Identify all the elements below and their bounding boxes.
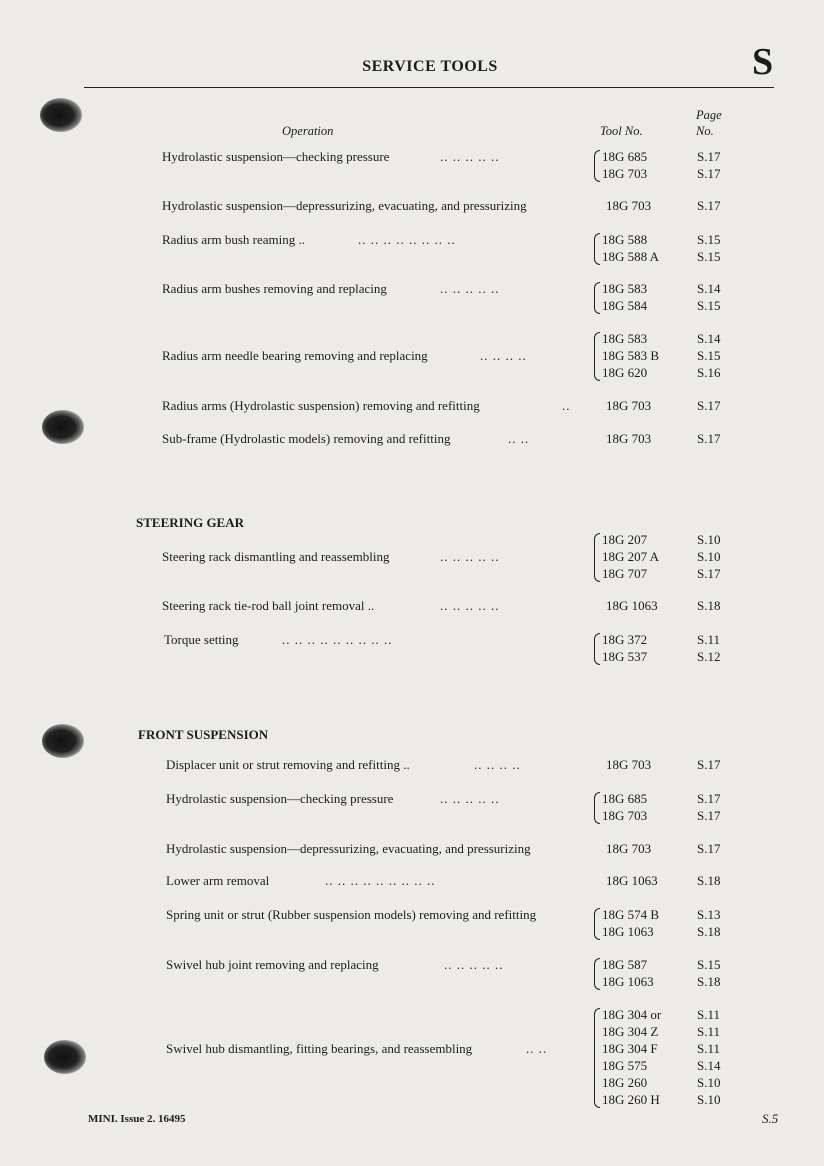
page-reference: S.13 xyxy=(697,907,721,922)
tool-number: 18G 372 xyxy=(602,632,648,647)
tool-number: 18G 703 xyxy=(606,398,652,413)
punch-hole xyxy=(44,1040,86,1074)
page-reference: S.17 xyxy=(697,841,721,856)
leader-dots: .. .. .. .. .. .. .. .. xyxy=(358,232,456,247)
tool-number: 18G 703 xyxy=(606,757,652,772)
page-reference: S.10 xyxy=(697,1092,721,1107)
page-reference: S.10 xyxy=(697,532,721,547)
column-header-operation: Operation xyxy=(282,124,334,138)
operation-label: Displacer unit or strut removing and refitting .. xyxy=(166,757,410,772)
tool-number: 18G 685 xyxy=(602,791,648,806)
page-reference: S.17 xyxy=(697,166,721,181)
leader-dots: .. xyxy=(562,398,571,413)
tool-group-brace xyxy=(594,233,600,265)
page-reference: S.15 xyxy=(697,298,721,313)
page-reference: S.17 xyxy=(697,198,721,213)
leader-dots: .. .. xyxy=(526,1041,548,1056)
tool-number: 18G 1063 xyxy=(606,598,658,613)
operation-label: Radius arm needle bearing removing and replacing xyxy=(162,348,428,363)
page-reference: S.15 xyxy=(697,957,721,972)
page-reference: S.11 xyxy=(697,1007,720,1022)
page-reference: S.17 xyxy=(697,149,721,164)
tool-group-brace xyxy=(594,958,600,990)
tool-number: 18G 207 xyxy=(602,532,648,547)
page-reference: S.17 xyxy=(697,398,721,413)
tool-number: 18G 703 xyxy=(602,808,648,823)
tool-group-brace xyxy=(594,792,600,824)
operation-label: Steering rack dismantling and reassembling xyxy=(162,549,390,564)
footer-issue: MINI. Issue 2. 16495 xyxy=(88,1113,186,1125)
operation-label: Radius arm bush reaming .. xyxy=(162,232,305,247)
leader-dots: .. .. .. .. xyxy=(480,348,527,363)
page-reference: S.17 xyxy=(697,431,721,446)
leader-dots: .. .. .. .. .. xyxy=(440,598,500,613)
page-reference: S.10 xyxy=(697,549,721,564)
tool-number: 18G 584 xyxy=(602,298,648,313)
section-heading-front-suspension: FRONT SUSPENSION xyxy=(138,727,269,742)
punch-hole xyxy=(42,724,84,758)
tool-number: 18G 260 xyxy=(602,1075,648,1090)
page-reference: S.15 xyxy=(697,348,721,363)
leader-dots: .. .. .. .. .. xyxy=(440,791,500,806)
tool-number: 18G 1063 xyxy=(602,924,654,939)
operation-label: Hydrolastic suspension—checking pressure xyxy=(166,791,394,806)
operation-label: Radius arms (Hydrolastic suspension) removing and refitting xyxy=(162,398,480,413)
operation-label: Hydrolastic suspension—depressurizing, evacuating, and pressurizing xyxy=(166,841,531,856)
tool-number: 18G 707 xyxy=(602,566,648,581)
tool-number: 18G 588 A xyxy=(602,249,660,264)
page-reference: S.11 xyxy=(697,632,720,647)
page-reference: S.12 xyxy=(697,649,721,664)
tool-number: 18G 1063 xyxy=(602,974,654,989)
page-reference: S.18 xyxy=(697,873,721,888)
tool-group-brace xyxy=(594,282,600,314)
tool-group-brace xyxy=(594,150,600,182)
operation-label: Swivel hub joint removing and replacing xyxy=(166,957,379,972)
tool-number: 18G 304 Z xyxy=(602,1024,659,1039)
page-reference: S.16 xyxy=(697,365,721,380)
operation-label: Hydrolastic suspension—depressurizing, evacuating, and pressurizing xyxy=(162,198,527,213)
column-header-page-line2: No. xyxy=(696,124,714,138)
page-reference: S.14 xyxy=(697,1058,721,1073)
tool-number: 18G 260 H xyxy=(602,1092,660,1107)
tool-group-brace xyxy=(594,332,600,381)
page-reference: S.11 xyxy=(697,1041,720,1056)
tool-number: 18G 537 xyxy=(602,649,648,664)
page-reference: S.10 xyxy=(697,1075,721,1090)
operation-label: Hydrolastic suspension—checking pressure xyxy=(162,149,390,164)
tool-number: 18G 304 F xyxy=(602,1041,658,1056)
tool-group-brace xyxy=(594,633,600,665)
tool-group-brace xyxy=(594,1008,600,1108)
tool-number: 18G 620 xyxy=(602,365,648,380)
page-reference: S.18 xyxy=(697,598,721,613)
section-letter: S xyxy=(752,41,774,83)
tool-number: 18G 703 xyxy=(606,198,652,213)
operation-label: Steering rack tie-rod ball joint removal .. xyxy=(162,598,375,613)
page-reference: S.14 xyxy=(697,281,721,296)
page-reference: S.14 xyxy=(697,331,721,346)
tool-number: 18G 583 B xyxy=(602,348,660,363)
page-reference: S.17 xyxy=(697,808,721,823)
punch-hole xyxy=(40,98,82,132)
page-reference: S.18 xyxy=(697,924,721,939)
tool-number: 18G 685 xyxy=(602,149,648,164)
page-reference: S.15 xyxy=(697,249,721,264)
page-reference: S.11 xyxy=(697,1024,720,1039)
tool-group-brace xyxy=(594,908,600,940)
tool-number: 18G 304 or xyxy=(602,1007,662,1022)
tool-number: 18G 583 xyxy=(602,281,648,296)
tool-number: 18G 588 xyxy=(602,232,648,247)
page-reference: S.18 xyxy=(697,974,721,989)
tool-number: 18G 207 A xyxy=(602,549,660,564)
column-header-page-line1: Page xyxy=(696,108,722,122)
column-header-tool-no: Tool No. xyxy=(600,124,643,138)
operation-label: Spring unit or strut (Rubber suspension models) removing and refitting xyxy=(166,907,537,922)
leader-dots: .. .. .. .. .. .. .. .. .. xyxy=(325,873,436,888)
section-heading-steering-gear: STEERING GEAR xyxy=(136,515,244,530)
page-reference: S.15 xyxy=(697,232,721,247)
tool-group-brace xyxy=(594,533,600,582)
punch-hole xyxy=(42,410,84,444)
leader-dots: .. .. .. .. .. .. .. .. .. xyxy=(282,632,393,647)
page-reference: S.17 xyxy=(697,566,721,581)
leader-dots: .. .. .. .. xyxy=(474,757,521,772)
tool-number: 18G 575 xyxy=(602,1058,648,1073)
page-reference: S.17 xyxy=(697,757,721,772)
operation-label: Swivel hub dismantling, fitting bearings, and reassembling xyxy=(166,1041,473,1056)
leader-dots: .. .. .. .. .. xyxy=(440,549,500,564)
operation-label: Radius arm bushes removing and replacing xyxy=(162,281,387,296)
header-rule xyxy=(84,87,774,88)
operation-label: Sub-frame (Hydrolastic models) removing and refitting xyxy=(162,431,451,446)
tool-number: 18G 703 xyxy=(606,841,652,856)
tool-number: 18G 1063 xyxy=(606,873,658,888)
leader-dots: .. .. .. .. .. xyxy=(440,149,500,164)
operation-label: Torque setting xyxy=(164,632,239,647)
tool-number: 18G 583 xyxy=(602,331,648,346)
leader-dots: .. .. xyxy=(508,431,530,446)
page-reference: S.17 xyxy=(697,791,721,806)
operation-label: Lower arm removal xyxy=(166,873,270,888)
page-number: S.5 xyxy=(762,1111,779,1126)
tool-number: 18G 587 xyxy=(602,957,648,972)
leader-dots: .. .. .. .. .. xyxy=(440,281,500,296)
leader-dots: .. .. .. .. .. xyxy=(444,957,504,972)
page-title: SERVICE TOOLS xyxy=(362,58,498,75)
tool-number: 18G 574 B xyxy=(602,907,660,922)
tool-number: 18G 703 xyxy=(606,431,652,446)
tool-number: 18G 703 xyxy=(602,166,648,181)
